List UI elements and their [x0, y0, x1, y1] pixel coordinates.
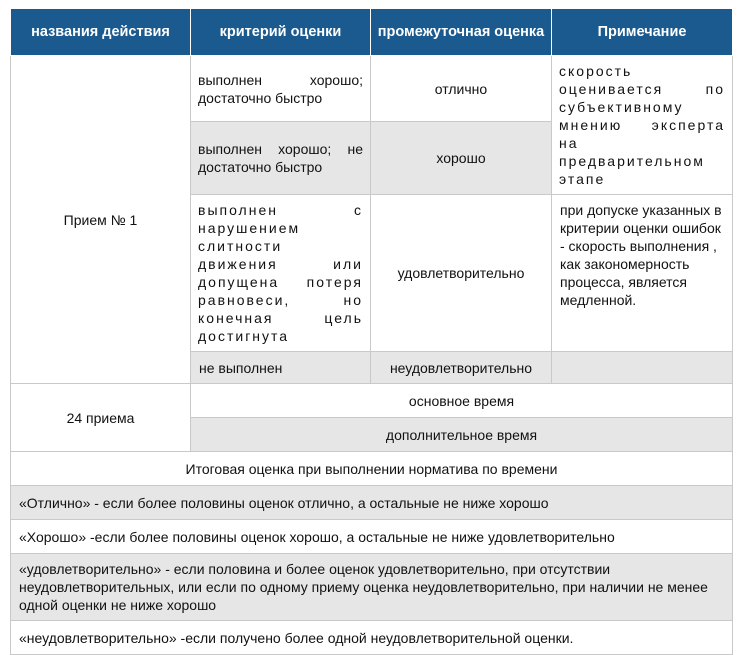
- table-row: [11, 486, 733, 520]
- rule-satisfactory: «удовлетворительно» - если половина и более оценок удовлетворительно, при отсутствии неудовлетворительных, или если по одному приему оценка неудовлетворительно, при наличии не менее одной оценки не ниже хорошо: [11, 554, 733, 621]
- rule-excellent: «Отлично» - если более половины оценок отлично, а остальные не ниже хорошо: [11, 486, 733, 520]
- rule-good: «Хорошо» -если более половины оценок хорошо, а остальные не ниже удовлетворительно: [11, 520, 733, 554]
- table-row: [11, 520, 733, 554]
- grading-table: [10, 8, 733, 655]
- table-row: [11, 621, 733, 655]
- criterion-cell: выполнен хорошо; не достаточно быстро: [191, 122, 371, 195]
- grade-cell: неудовлетворительно: [371, 352, 552, 384]
- note-cell-2: при допуске указанных в критерии оценки ошибок - скорость выполнения , как закономерность процесса, является медленной.: [552, 195, 733, 352]
- receptions-24-label: 24 приема: [11, 384, 191, 452]
- final-title: Итоговая оценка при выполнении норматива по времени: [11, 452, 733, 486]
- note-cell-1: скорость оценивается по субъективному мнению эксперта на предварительном этапе: [552, 56, 733, 195]
- header-intermediate: промежуточная оценка: [371, 9, 552, 56]
- grade-cell: удовлетворительно: [371, 195, 552, 352]
- table-row: [11, 56, 733, 122]
- table-row: [11, 384, 733, 418]
- header-row: [11, 9, 733, 56]
- criterion-cell: выполнен хорошо; достаточно быстро: [191, 56, 371, 122]
- header-note: Примечание: [552, 9, 733, 56]
- table-row: [11, 452, 733, 486]
- main-time-cell: основное время: [191, 384, 733, 418]
- table-row: [11, 554, 733, 621]
- reception-1-label: Прием № 1: [11, 56, 191, 384]
- grade-cell: хорошо: [371, 122, 552, 195]
- empty-note-cell: [552, 352, 733, 384]
- criterion-cell: выполнен с нарушением слитности движения или допущена потеря равновеси, но конечная цель достигнута: [191, 195, 371, 352]
- grade-cell: отлично: [371, 56, 552, 122]
- criterion-cell: не выполнен: [191, 352, 371, 384]
- rule-unsatisfactory: «неудовлетворительно» -если получено более одной неудовлетворительной оценки.: [11, 621, 733, 655]
- header-criterion: критерий оценки: [191, 9, 371, 56]
- extra-time-cell: дополнительное время: [191, 418, 733, 452]
- header-action: названия действия: [11, 9, 191, 56]
